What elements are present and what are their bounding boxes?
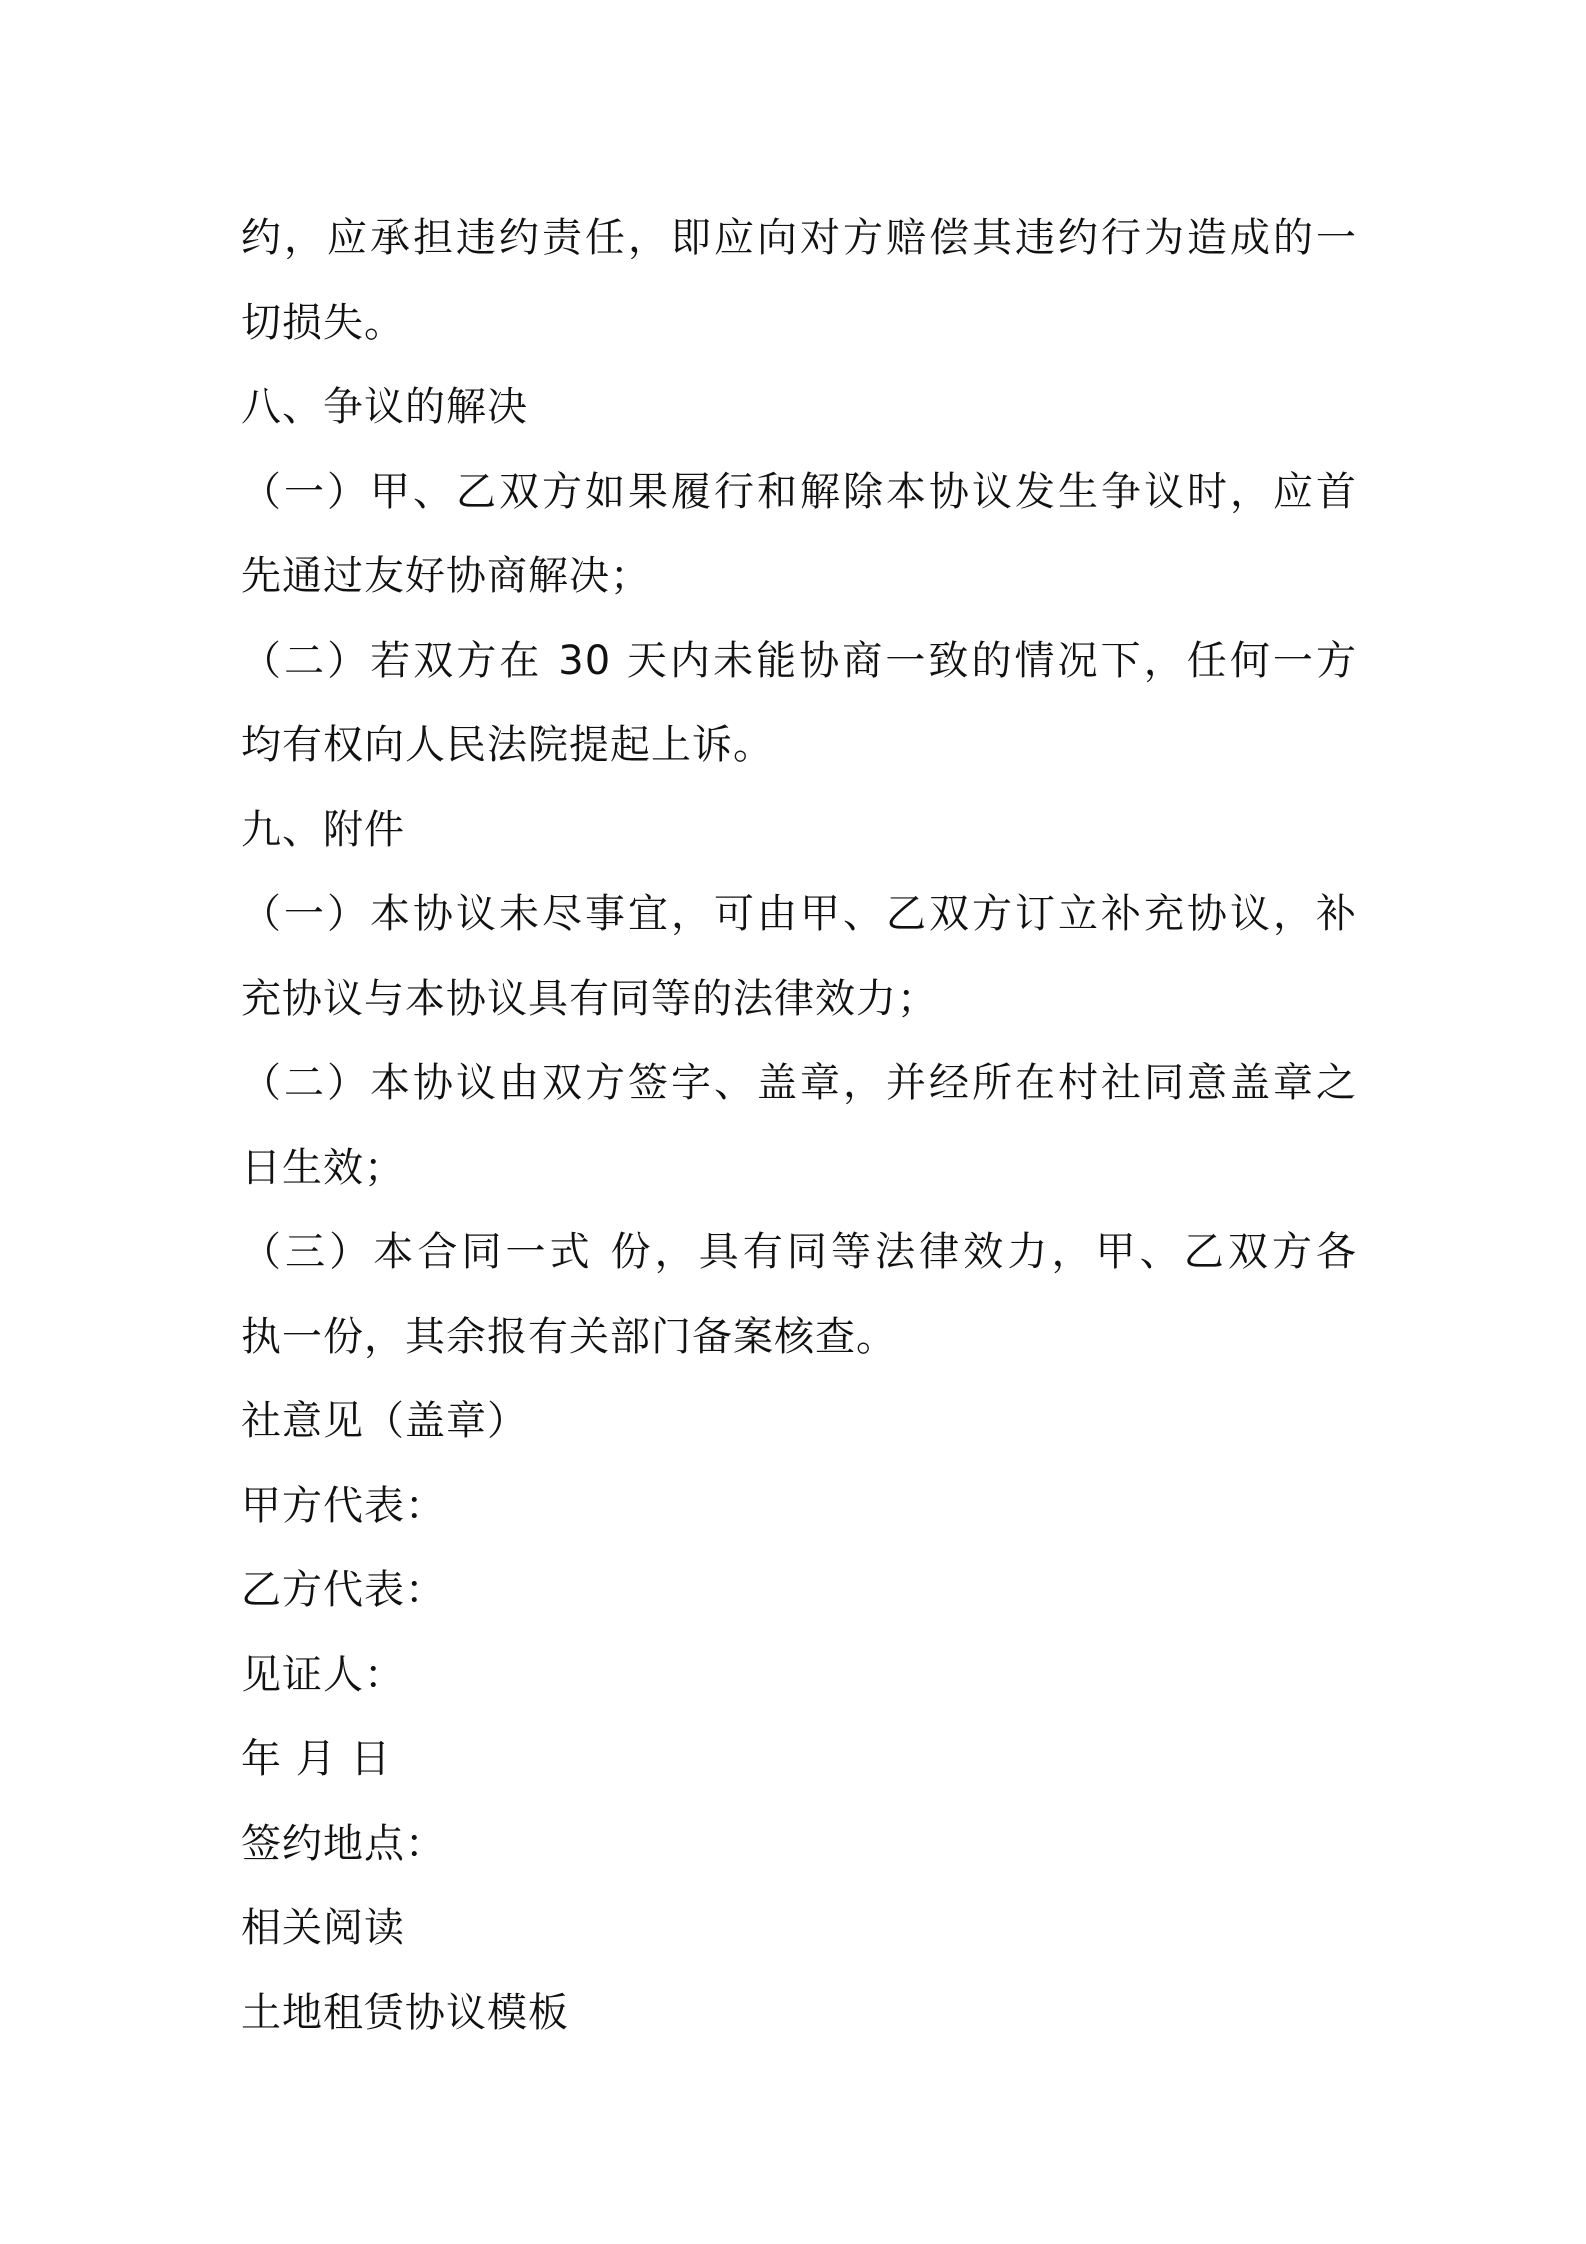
witness-label: 见证人： bbox=[241, 1651, 405, 1698]
text-line-5: 先通过友好协商解决； bbox=[241, 553, 651, 599]
signing-location-label: 签约地点： bbox=[241, 1820, 446, 1867]
document-body bbox=[241, 196, 1357, 2055]
date-label: 年 月 日 bbox=[241, 1736, 392, 1782]
text-line-11: （二）本协议由双方签字、盖章，并经所在村社同意盖章之 bbox=[241, 1060, 1357, 1106]
section-heading-9: 九、附件 bbox=[241, 806, 405, 853]
party-a-representative-label: 甲方代表： bbox=[241, 1482, 446, 1529]
text-line-7: 均有权向人民法院提起上诉。 bbox=[241, 722, 774, 768]
related-link-land-lease-template: 土地租赁协议模板 bbox=[241, 1989, 569, 2036]
section-heading-8: 八、争议的解决 bbox=[241, 384, 528, 430]
text-line-10: 充协议与本协议具有同等的法律效力； bbox=[241, 975, 938, 1022]
party-b-representative-label: 乙方代表： bbox=[241, 1567, 446, 1613]
text-line-1: 约，应承担违约责任，即应向对方赔偿其违约行为造成的一 bbox=[241, 215, 1357, 261]
text-line-14: 执一份，其余报有关部门备案核查。 bbox=[241, 1313, 897, 1360]
text-line-4: （一）甲、乙双方如果履行和解除本协议发生争议时，应首 bbox=[241, 468, 1357, 515]
community-opinion-label: 社意见（盖章） bbox=[241, 1398, 528, 1444]
related-reading-label: 相关阅读 bbox=[241, 1905, 405, 1951]
text-line-2: 切损失。 bbox=[241, 299, 405, 346]
text-line-9: （一）本协议未尽事宜，可由甲、乙双方订立补充协议，补 bbox=[241, 891, 1357, 937]
text-line-6: （二）若双方在 30 天内未能协商一致的情况下，任何一方 bbox=[241, 637, 1357, 684]
text-line-13: （三）本合同一式 份，具有同等法律效力，甲、乙双方各 bbox=[241, 1229, 1357, 1275]
text-line-12: 日生效； bbox=[241, 1144, 405, 1191]
